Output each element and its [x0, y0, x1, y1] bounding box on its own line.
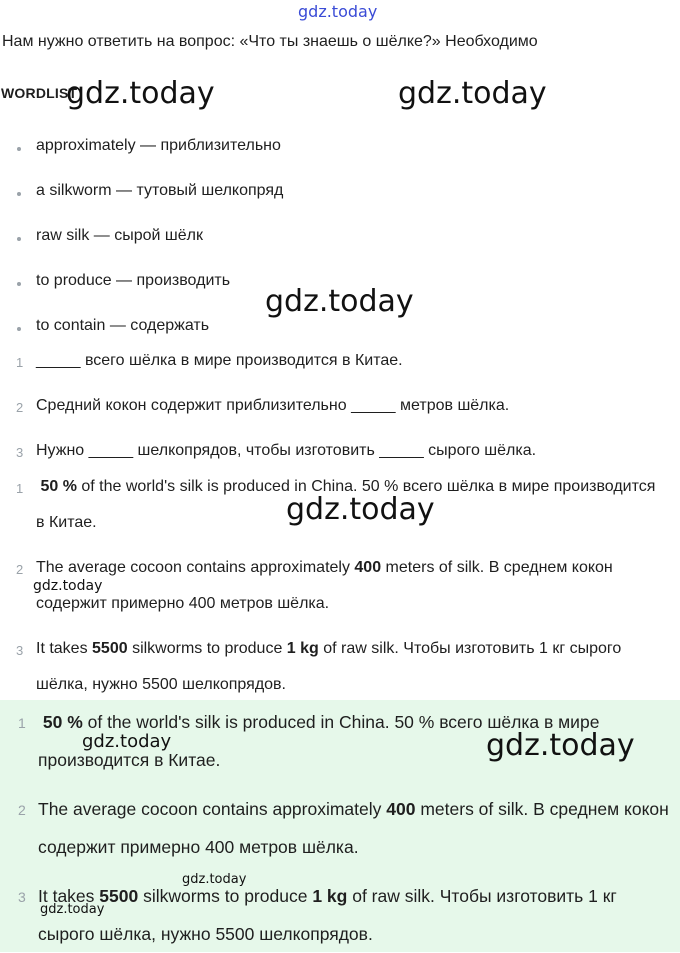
answer-key-value: 400: [386, 799, 416, 819]
watermark: gdz.today: [286, 492, 435, 527]
item-number: 2: [18, 802, 26, 818]
list-item-text: approximately — приблизительно: [36, 137, 281, 154]
answer-key-value: 1 kg: [286, 640, 319, 657]
bullet-icon: [17, 192, 21, 196]
item-number: 1: [16, 481, 24, 496]
list-item-text: a silkworm — тутовый шелкопряд: [36, 182, 284, 199]
bullet-icon: [17, 237, 21, 241]
item-number: 1: [18, 715, 26, 731]
watermark: gdz.today: [33, 578, 103, 594]
item-number: 3: [16, 643, 24, 658]
gap-sentence: Средний кокон содержит приблизительно _____ метров шёлка.: [36, 397, 510, 414]
watermark: gdz.today: [486, 728, 635, 763]
answer-key-value: 5500: [92, 640, 128, 657]
item-number: 3: [18, 889, 26, 905]
wordlist-title: WORDLIST: [1, 85, 78, 101]
answer-paragraph: The average cocoon contains approximately 400 meters of silk. В среднем кокон содержит примерно 400 метров шёлка.: [36, 559, 613, 612]
intro-text: Нам нужно ответить на вопрос: «Что ты знаешь о шёлке?» Необходимо: [2, 33, 538, 50]
answer-key-value: 50 %: [42, 712, 83, 732]
bullet-icon: [17, 327, 21, 331]
answer-key-value: 50 %: [40, 478, 77, 495]
item-number: 2: [16, 562, 24, 577]
watermark: gdz.today: [40, 902, 105, 917]
answer-paragraph: 50 % of the world's silk is produced in China. 50 % всего шёлка в мире производится в Китае.: [38, 712, 600, 770]
watermark: gdz.today: [298, 2, 378, 21]
bullet-icon: [17, 282, 21, 286]
item-number: 1: [16, 355, 24, 370]
answer-paragraph: 50 % of the world's silk is produced in China. 50 % всего шёлка в мире производится в Китае.: [36, 478, 656, 531]
watermark: gdz.today: [265, 284, 414, 319]
answer-key-value: 5500: [99, 886, 139, 906]
watermark: gdz.today: [82, 731, 172, 752]
answer-key-value: 1 kg: [312, 886, 348, 906]
item-number: 2: [16, 400, 24, 415]
answer-paragraph: The average cocoon contains approximately 400 meters of silk. В среднем кокон содержит примерно 400 метров шёлка.: [38, 799, 669, 857]
answer-key-value: 400: [354, 559, 382, 576]
answer-paragraph: It takes 5500 silkworms to produce 1 kg of raw silk. Чтобы изготовить 1 кг сырого шёлка, нужно 5500 шелкопрядов.: [38, 886, 617, 944]
list-item-text: to contain — содержать: [36, 317, 210, 334]
answer-paragraph: It takes 5500 silkworms to produce 1 kg of raw silk. Чтобы изготовить 1 кг сырого шёлка, нужно 5500 шелкопрядов.: [36, 640, 622, 693]
list-item-text: to produce — производить: [36, 272, 231, 289]
item-number: 3: [16, 445, 24, 460]
list-item-text: raw silk — сырой шёлк: [36, 227, 203, 244]
watermark: gdz.today: [182, 872, 247, 887]
bullet-icon: [17, 147, 21, 151]
gap-sentence: _____ всего шёлка в мире производится в Китае.: [36, 352, 403, 369]
watermark: gdz.today: [66, 76, 215, 111]
watermark: gdz.today: [398, 76, 547, 111]
gap-sentence: Нужно _____ шелкопрядов, чтобы изготовить _____ сырого шёлка.: [36, 442, 537, 459]
